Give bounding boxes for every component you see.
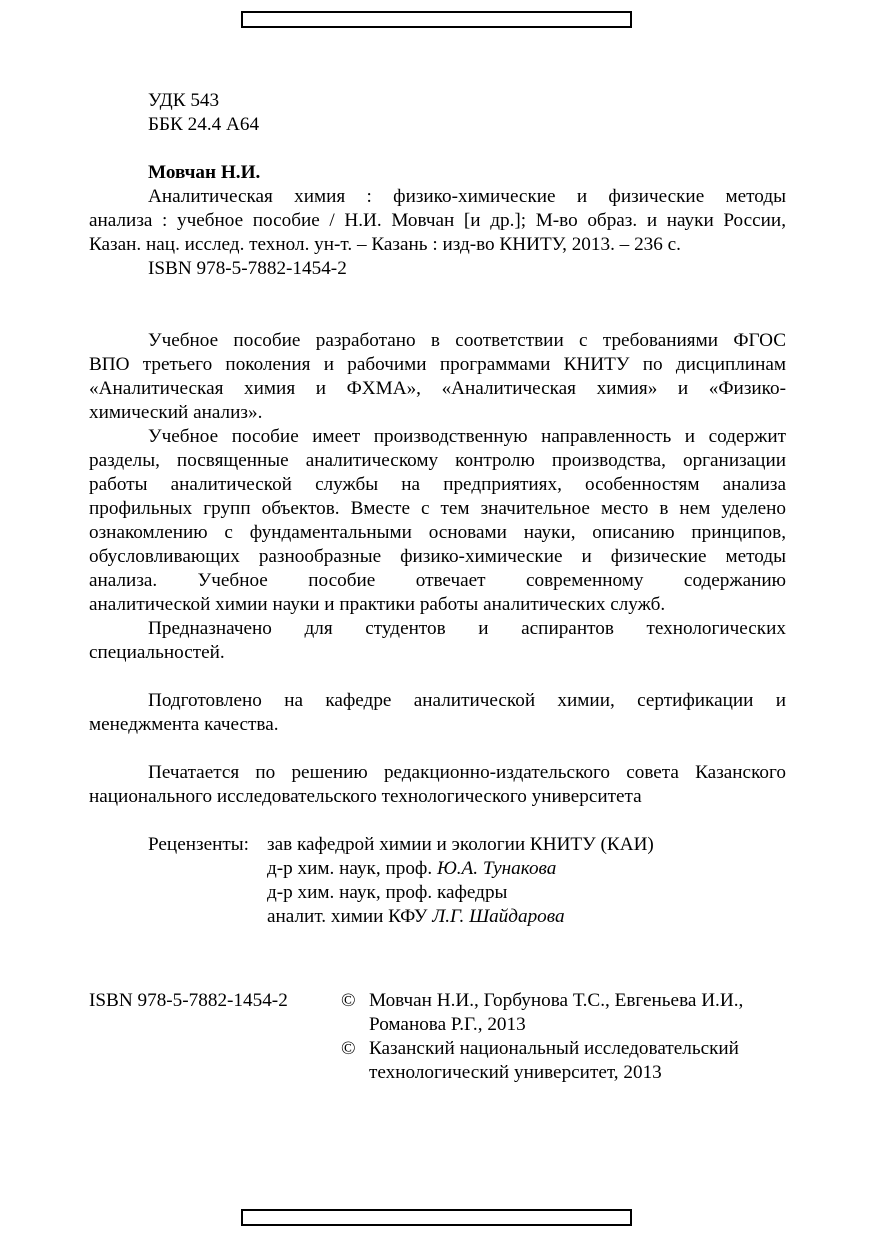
abstract-p1-line: Учебное пособие разработано в соответствии с требованиями ФГОС — [148, 330, 786, 351]
printed-line: Печатается по решению редакционно-издательского совета Казанского — [148, 762, 786, 783]
imprint-page — [89, 89, 786, 1085]
abstract-p1-line: ВПО третьего поколения и рабочими программами КНИТУ по дисциплинам — [89, 354, 786, 375]
abstract-p2-line: аналитической химии науки и практики работы аналитических служб. — [89, 594, 666, 615]
reviewer-line: зав кафедрой химии и экологии КНИТУ (КАИ) — [267, 834, 654, 855]
copyright-item — [341, 1037, 786, 1085]
copyright-block — [89, 989, 786, 1085]
copyright-symbol: © — [341, 990, 356, 1011]
reviewers-label: Рецензенты: — [148, 834, 249, 855]
author-name: Мовчан Н.И. — [148, 162, 261, 183]
copyright-symbol: © — [341, 1038, 356, 1059]
copyright-line: технологический университет, 2013 — [369, 1062, 662, 1083]
copyright-line: Мовчан Н.И., Горбунова Т.С., Евгеньева И.И., — [369, 990, 744, 1011]
printed-line: национального исследовательского технологического университета — [89, 786, 642, 807]
copyright-line: Казанский национальный исследовательский — [369, 1038, 739, 1059]
abstract-p2-line: обусловливающих разнообразные физико-химические и физические методы — [89, 546, 786, 567]
copyright-item — [341, 989, 786, 1037]
bottom-frame-bar — [241, 1209, 632, 1226]
abstract-p2-line: работы аналитической службы на предприятиях, особенностям анализа — [89, 474, 786, 495]
reviewer-title: д-р хим. наук, проф. — [267, 858, 437, 879]
abstract-p3-line: Предназначено для студентов и аспирантов технологических — [148, 618, 786, 639]
reviewer-line — [267, 857, 786, 881]
abstract-p1-line: химический анализ». — [89, 402, 263, 423]
prepared-line: менеджмента качества. — [89, 714, 279, 735]
abstract-p1-line: «Аналитическая химия и ФХМА», «Аналитическая химия» и «Физико- — [89, 378, 786, 399]
abstract-p2-line: ознакомлению с фундаментальными основами науки, описанию принципов, — [89, 522, 786, 543]
prepared-line: Подготовлено на кафедре аналитической химии, сертификации и — [148, 690, 786, 711]
copyright-isbn: ISBN 978-5-7882-1454-2 — [89, 990, 288, 1011]
biblio-line-2: анализа : учебное пособие / Н.И. Мовчан [и др.]; М-во образ. и науки России, — [89, 210, 786, 231]
abstract-p3-line: специальностей. — [89, 642, 225, 663]
reviewers-block — [148, 833, 786, 929]
biblio-isbn: ISBN 978-5-7882-1454-2 — [148, 258, 347, 279]
reviewer-line: д-р хим. наук, проф. кафедры — [267, 882, 508, 903]
biblio-line-3: Казан. нац. исслед. технол. ун-т. – Казань : изд-во КНИТУ, 2013. – 236 с. — [89, 234, 681, 255]
udk-code: УДК 543 — [148, 90, 220, 111]
reviewer-title: аналит. химии КФУ — [267, 906, 433, 927]
reviewer-line — [267, 905, 786, 929]
biblio-line-1: Аналитическая химия : физико-химические и физические методы — [148, 186, 786, 207]
copyright-line: Романова Р.Г., 2013 — [369, 1014, 526, 1035]
abstract-p2-line: разделы, посвященные аналитическому контролю производства, организации — [89, 450, 786, 471]
reviewer-name: Л.Г. Шайдарова — [432, 906, 565, 927]
reviewer-name: Ю.А. Тунакова — [436, 858, 557, 879]
bbk-code: ББК 24.4 А64 — [148, 114, 260, 135]
abstract-p2-line: Учебное пособие имеет производственную направленность и содержит — [148, 426, 786, 447]
top-frame-bar — [241, 11, 632, 28]
abstract-p2-line: профильных групп объектов. Вместе с тем значительное место в нем уделено — [89, 498, 786, 519]
abstract-p2-line: анализа. Учебное пособие отвечает современному содержанию — [89, 570, 786, 591]
